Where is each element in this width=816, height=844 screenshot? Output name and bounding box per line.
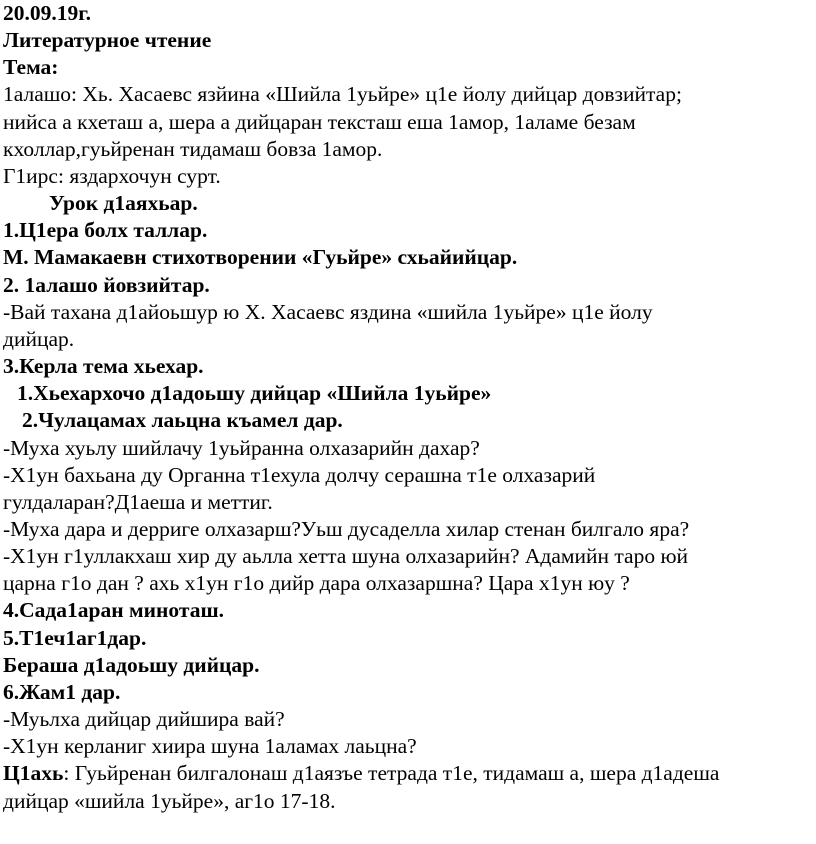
question-3: -Муха дара и дерриге олхазарш?Уьш дусаделла хилар стенан билгало яра? <box>3 516 690 541</box>
summary-question-2: -Х1ун керланиг хиира шуна 1аламах лаьцна? <box>3 734 417 759</box>
section-2-heading: 2. 1алашо йовзийтар. <box>3 272 210 297</box>
goal-line-1: 1алашо: Хь. Хасаевс язйина «Шийла 1уьйре» ц1е йолу дийцар довзийтар; <box>3 82 682 107</box>
goal-line-3: кхоллар,гуьйренан тидамаш бовза 1амор. <box>3 136 383 161</box>
topic-label: Тема: <box>3 55 59 80</box>
homework-continuation: дийцар «шийла 1уьйре», аг1о 17-18. <box>3 788 336 813</box>
summary-question-1: -Муьлха дийцар дийшира вай? <box>3 707 285 732</box>
subsection-3-1: 1.Хьехархочо д1адоьшу дийцар «Шийла 1уьйре» <box>17 381 492 406</box>
section-4-heading: 4.Сада1аран миноташ. <box>3 598 224 623</box>
section-1-text: М. Мамакаевн стихотворении «Гуьйре» схьайийцар. <box>3 245 518 270</box>
question-2-line-2: гулдаларан?Д1аеша и меттиг. <box>3 489 273 514</box>
homework-line <box>3 760 816 787</box>
section-5-heading: 5.Т1еч1аг1дар. <box>3 625 147 650</box>
question-1: -Муха хуьлу шийлачу 1уьйранна олхазарийн дахар? <box>3 435 480 460</box>
lesson-heading: Урок д1аяхьар. <box>49 191 198 216</box>
subsection-3-2: 2.Чулацамах лаьцна къамел дар. <box>22 408 343 433</box>
goal-line-2: нийса а кхеташ а, шера а дийцаран тексташ еша 1амор, 1аламе безам <box>3 109 636 134</box>
section-1-heading: 1.Ц1ера болх таллар. <box>3 218 208 243</box>
section-2-text-2: дийцар. <box>3 326 75 351</box>
question-2-line-1: -Х1ун бахьана ду Органна т1ехула долчу серашна т1е олхазарий <box>3 462 596 487</box>
equipment-line: Г1ирс: яздархочун сурт. <box>3 163 221 188</box>
section-2-text-1: -Вай тахана д1айоьшур ю Х. Хасаевс яздина «шийла 1уьйре» ц1е йолу <box>3 299 653 324</box>
section-3-heading: 3.Керла тема хьехар. <box>3 354 204 379</box>
section-6-heading: 6.Жам1 дар. <box>3 679 121 704</box>
homework-label: Ц1ахь <box>3 761 64 786</box>
subject-title: Литературное чтение <box>3 28 212 53</box>
section-5-text: Бераша д1адоьшу дийцар. <box>3 652 260 677</box>
question-4-line-2: царна г1о дан ? ахь х1ун г1о дийр дара олхазаршна? Цара х1ун юу ? <box>3 571 630 596</box>
question-4-line-1: -Х1ун г1уллакхаш хир ду аьлла хетта шуна олхазарийн? Адамийн таро юй <box>3 544 689 569</box>
homework-text: : Гуьйренан билгалонаш д1аязъе тетрада т1е, тидамаш а, шера д1адеша <box>63 761 720 786</box>
date-line: 20.09.19г. <box>3 1 91 25</box>
